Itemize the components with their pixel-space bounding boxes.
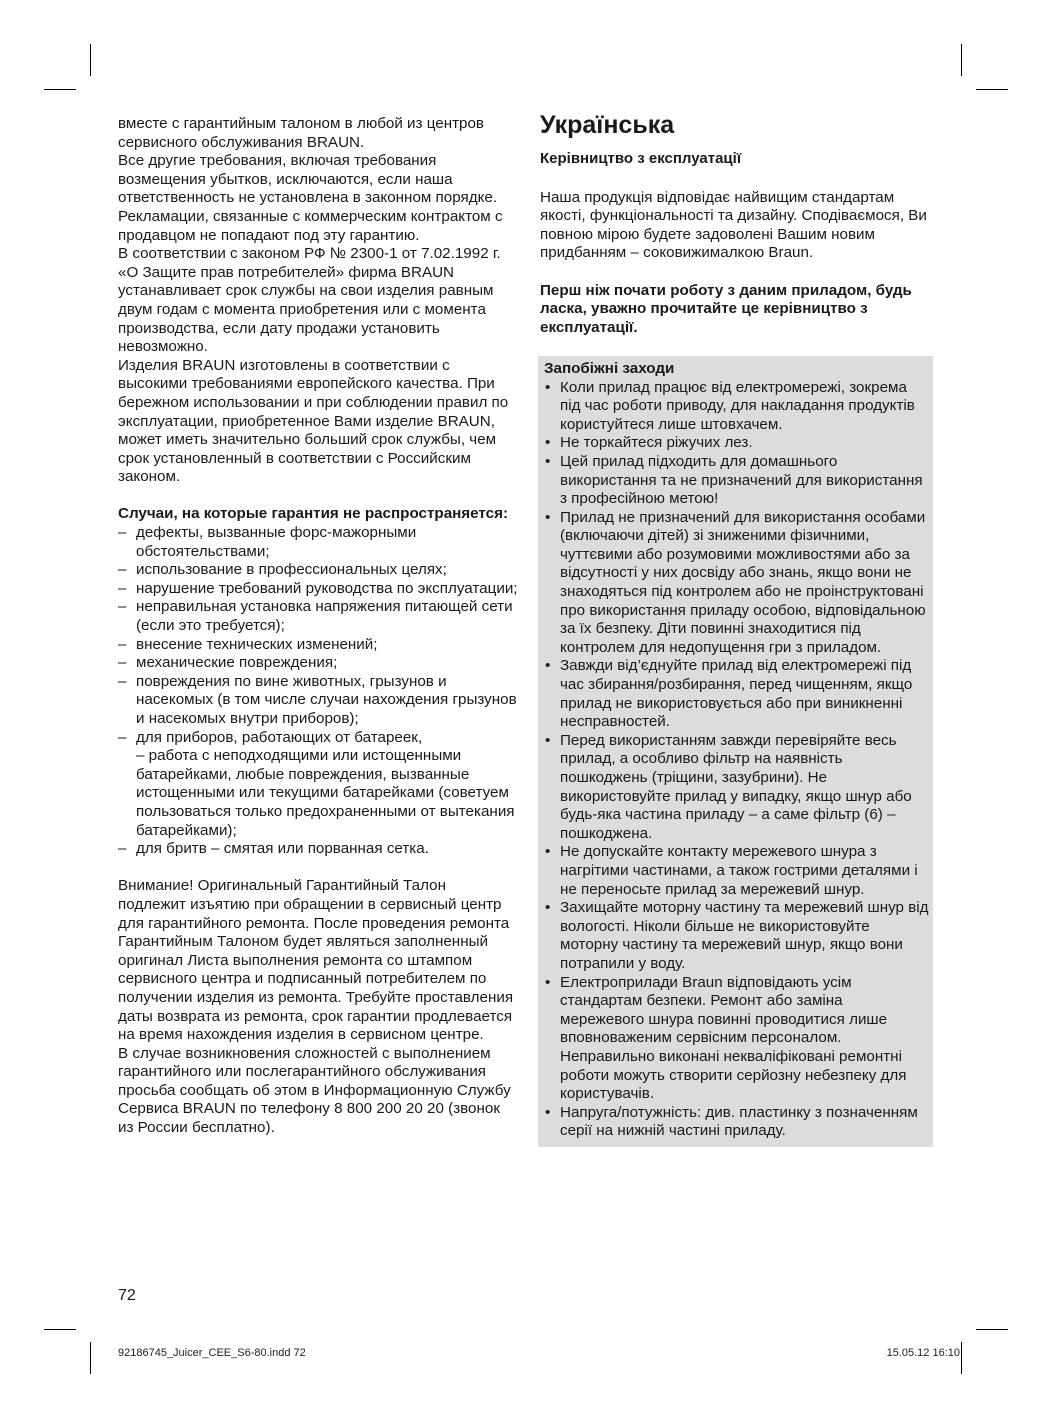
list-item: – использование в профессиональных целях; <box>118 561 518 580</box>
footer-file-info: 92186745_Juicer_CEE_S6-80.indd 72 <box>118 1347 306 1359</box>
list-item: • Захищайте моторну частину та мережевий шнур від вологості. Ніколи більше не використовуйте моторну частину та мережевий шнур, якщо вони потрапили у воду. <box>542 899 929 973</box>
list-item: • Не торкайтеся ріжучих лез. <box>542 434 929 453</box>
language-heading: Українська <box>540 111 675 139</box>
list-item: • Не допускайте контакту мережевого шнура з нагрітими частинами, а також гострими деталями і не переносьте прилад за мережевий шнур. <box>542 843 929 899</box>
list-item: – дефекты, вызванные форс-мажорными обстоятельствами; <box>118 524 518 561</box>
safety-list <box>542 379 929 1141</box>
crop-mark <box>961 1342 962 1374</box>
crop-mark <box>976 1329 1008 1330</box>
paragraph: Внимание! Оригинальный Гарантийный Талон подлежит изъятию при обращении в сервисный центр для гарантийного ремонта. После проведения ремонта Гарантийным Талоном будет являться заполненный оригинал Листа выполнения ремонта со штампом сервисного центра и подписанный потребителем по получении изделия из ремонта. Требуйте проставления даты возврата из ремонта, срок гарантии продлевается на время нахождения изделия в сервисном центре. <box>118 877 514 1044</box>
list-item: • Коли прилад працює від електромережі, зокрема під час роботи приводу, для накладання продуктів користуйтеся лише штовхачем. <box>542 379 929 435</box>
paragraph: В случае возникновения сложностей с выполнением гарантийного или послегарантийного обслуживания просьба сообщать об этом в Информационную Службу Сервиса BRAUN по телефону 8 800 200 20 20 (звонок из России бесплатно). <box>118 1044 511 1137</box>
list-item: – механические повреждения; <box>118 654 518 673</box>
list-item-text: для приборов, работающих от батареек, <box>136 728 423 746</box>
list-item <box>118 729 518 841</box>
list-item: • Прилад не призначений для використання особами (включаючи дітей) зі зниженими фізичними, чуттєвими або розумовими можливостями або за відсутності у них досвіду або знань, якщо вони не знаходяться під контролем або не проінструктовані про використання приладу особою, відповідальною за їх безпеку. Діти повинні знаходитися під контролем для недопущення гри з приладом. <box>542 509 929 658</box>
intro-paragraph: Наша продукція відповідає найвищим стандартам якості, функціональності та дизайну. Сподіваємося, Ви повною мірою будете задоволені Вашим новим придбанням – соковижималкою Braun. <box>540 188 927 262</box>
left-column <box>118 115 518 1138</box>
list-item: • Електроприлади Braun відповідають усім стандартам безпеки. Ремонт або заміна мережевого шнура повинні проводитися лише вповноваженим сервісним персоналом. Неправильно виконані некваліфіковані ремонтні роботи можуть створити серйозну небезпеку для користувачів. <box>542 974 929 1104</box>
crop-mark <box>961 44 962 76</box>
right-column <box>540 110 933 1147</box>
crop-mark <box>44 89 76 90</box>
list-item: • Завжди від’єднуйте прилад від електромережі під час збирання/розбирання, перед чищенням, якщо прилад не використовується або при виникненні несправностей. <box>542 657 929 731</box>
list-item: – неправильная установка напряжения питающей сети (если это требуется); <box>118 598 518 635</box>
exclusions-heading: Случаи, на которые гарантия не распространяется: <box>118 505 509 523</box>
list-item: – нарушение требований руководства по эксплуатации; <box>118 580 518 599</box>
exclusions-list <box>118 524 518 859</box>
list-item: – повреждения по вине животных, грызунов и насекомых (в том числе случаи нахождения грызунов и насекомых внутри приборов); <box>118 673 518 729</box>
list-item: • Перед використанням завжди перевіряйте весь прилад, а особливо фільтр на наявність пошкоджень (тріщини, зазубрини). Не використовуйте прилад у випадку, якщо шнур або будь-яка частина приладу – а саме фільтр (6) – пошкоджена. <box>542 732 929 844</box>
crop-mark <box>976 89 1008 90</box>
paragraph: В соответствии с законом РФ № 2300-1 от 7.02.1992 г. «О Защите прав потребителей» фирма BRAUN устанавливает срок службы на свои изделия равным двум годам с момента приобретения или с момента производства, если дату продажи установить невозможно. <box>118 245 501 356</box>
crop-mark <box>90 44 91 76</box>
safety-heading: Запобіжні заходи <box>544 359 675 377</box>
list-item: • Цей прилад підходить для домашнього використання та не призначений для використання з професійною метою! <box>542 453 929 509</box>
paragraph: Изделия BRAUN изготовлены в соответствии с высокими требованиями европейского качества. При бережном использовании и при соблюдении правил по эксплуатации, приобретенное Вами изделие BRAUN, может иметь значительно больший срок службы, чем срок установленный в соответствии с Российским законом. <box>118 356 509 486</box>
manual-subtitle: Керівництво з експлуатації <box>540 150 742 167</box>
list-item: – внесение технических изменений; <box>118 636 518 655</box>
crop-mark <box>90 1342 91 1374</box>
page-number: 72 <box>118 1287 136 1304</box>
crop-mark <box>44 1329 76 1330</box>
paragraph: Рекламации, связанные с коммерческим контрактом с продавцом не попадают под эту гарантию. <box>118 207 503 244</box>
footer-timestamp: 15.05.12 16:10 <box>886 1347 960 1359</box>
list-item: • Напруга/потужність: див. пластинку з позначенням серії на нижній частині приладу. <box>542 1104 929 1141</box>
list-item: – для бритв – смятая или порванная сетка. <box>118 840 518 859</box>
battery-note: – работа с неподходящими или истощенными батарейками, любые повреждения, вызванные истощенными или текущими батарейками (советуем пользоваться только предохраненными от вытекания батарейками); <box>136 747 515 839</box>
paragraph: Все другие требования, включая требования возмещения убытков, исключаются, если наша ответственность не установлена в законном порядке. <box>118 152 498 207</box>
paragraph: вместе с гарантийным талоном в любой из центров сервисного обслуживания BRAUN. <box>118 115 485 151</box>
warning-paragraph: Перш ніж почати роботу з даним приладом, будь ласка, уважно прочитайте це керівництво з експлуатації. <box>540 281 912 336</box>
safety-box <box>538 356 933 1147</box>
